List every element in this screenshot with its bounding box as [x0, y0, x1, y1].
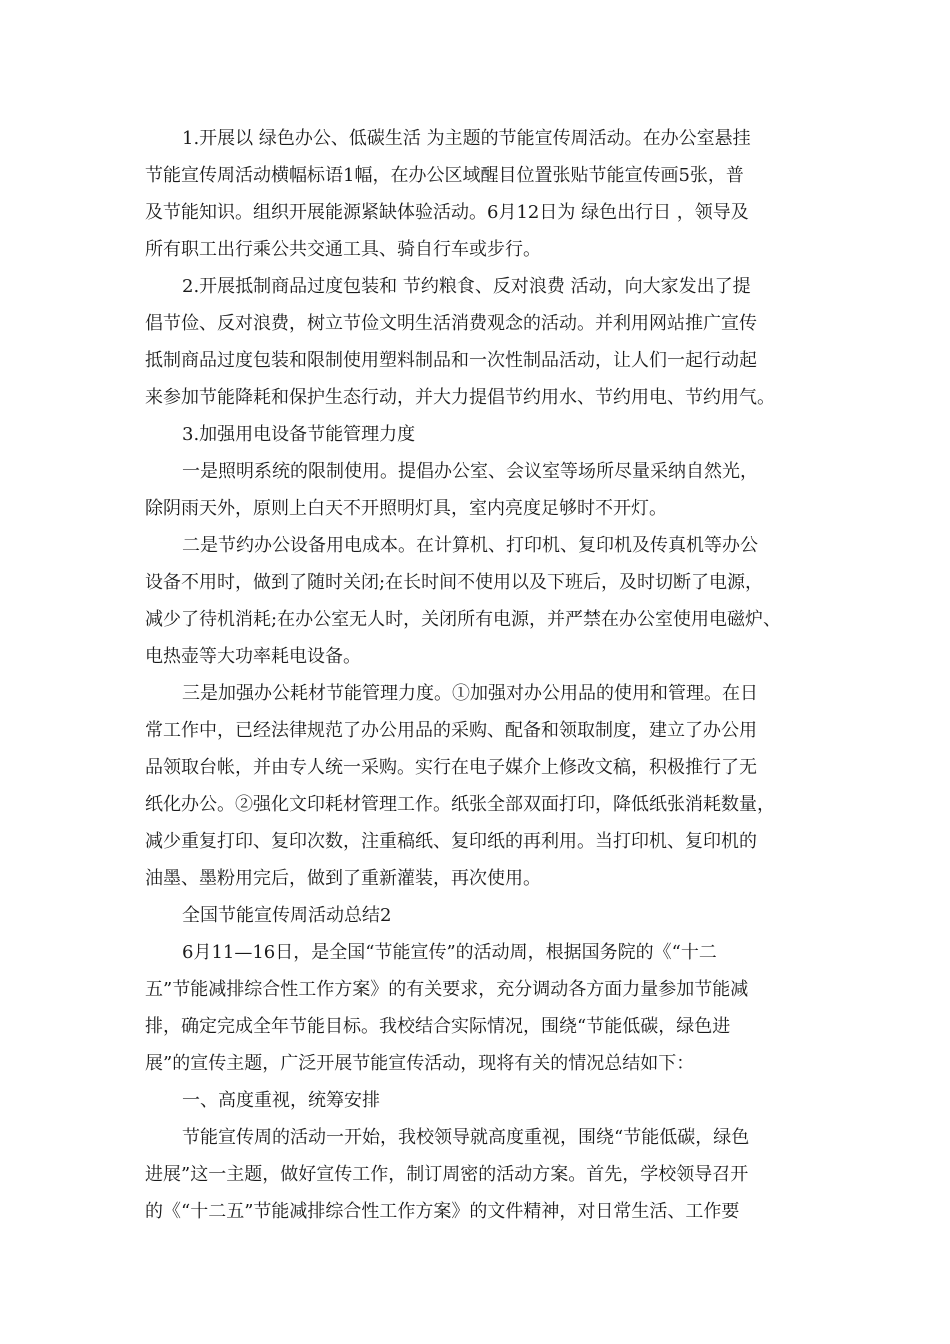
text-line: 所有职工出行乘公共交通工具、骑自行车或步行。 [145, 239, 541, 260]
text-line: 倡节俭、反对浪费，树立节俭文明生活消费观念的活动。并利用网站推广宣传 [145, 313, 757, 334]
text-line: 设备不用时，做到了随时关闭;在长时间不使用以及下班后，及时切断了电源， [145, 572, 764, 593]
text-line: 全国节能宣传周活动总结2 [182, 905, 392, 926]
text-line: 电热壶等大功率耗电设备。 [145, 646, 361, 667]
text-line: 进展”这一主题，做好宣传工作，制订周密的活动方案。首先，学校领导召开 [145, 1164, 749, 1185]
text-line: 6月11—16日，是全国“节能宣传”的活动周，根据国务院的《“十二 [182, 942, 717, 963]
text-line: 减少了待机消耗;在办公室无人时，关闭所有电源，并严禁在办公室使用电磁炉、 [145, 609, 782, 630]
text-line: 展”的宣传主题，广泛开展节能宣传活动，现将有关的情况总结如下： [145, 1053, 695, 1074]
text-line: 1.开展以 绿色办公、低碳生活 为主题的节能宣传周活动。在办公室悬挂 [182, 128, 751, 149]
text-line: 2.开展抵制商品过度包装和 节约粮食、反对浪费 活动，向大家发出了提 [182, 276, 751, 297]
text-line: 二是节约办公设备用电成本。在计算机、打印机、复印机及传真机等办公 [182, 535, 758, 556]
text-line: 节能宣传周的活动一开始，我校领导就高度重视，围绕“节能低碳，绿色 [182, 1127, 750, 1148]
text-line: 排，确定完成全年节能目标。我校结合实际情况，围绕“节能低碳，绿色进 [145, 1016, 731, 1037]
document-body [145, 120, 825, 1230]
text-line: 品领取台帐，并由专人统一采购。实行在电子媒介上修改文稿，积极推行了无 [145, 757, 757, 778]
text-line: 除阴雨天外，原则上白天不开照明灯具，室内亮度足够时不开灯。 [145, 498, 667, 519]
text-line: 油墨、墨粉用完后，做到了重新灌装，再次使用。 [145, 868, 541, 889]
text-line: 纸化办公。②强化文印耗材管理工作。纸张全部双面打印，降低纸张消耗数量， [145, 794, 775, 815]
text-line: 一、高度重视，统筹安排 [182, 1090, 380, 1111]
text-line: 三是加强办公耗材节能管理力度。①加强对办公用品的使用和管理。在日 [182, 683, 758, 704]
text-line: 的《“十二五”节能减排综合性工作方案》的文件精神，对日常生活、工作要 [145, 1201, 740, 1222]
text-line: 减少重复打印、复印次数，注重稿纸、复印纸的再利用。当打印机、复印机的 [145, 831, 757, 852]
text-line: 五”节能减排综合性工作方案》的有关要求，充分调动各方面力量参加节能减 [145, 979, 749, 1000]
text-line: 节能宣传周活动横幅标语1幅，在办公区域醒目位置张贴节能宣传画5张，普 [145, 165, 744, 186]
text-line: 来参加节能降耗和保护生态行动，并大力提倡节约用水、节约用电、节约用气。 [145, 387, 775, 408]
text-line: 及节能知识。组织开展能源紧缺体验活动。6月12日为 绿色出行日 ，领导及 [145, 202, 749, 223]
text-line: 常工作中，已经法律规范了办公用品的采购、配备和领取制度，建立了办公用 [145, 720, 757, 741]
text-line: 3.加强用电设备节能管理力度 [182, 424, 416, 445]
text-line: 一是照明系统的限制使用。提倡办公室、会议室等场所尽量采纳自然光， [182, 461, 758, 482]
text-line: 抵制商品过度包装和限制使用塑料制品和一次性制品活动，让人们一起行动起 [145, 350, 757, 371]
